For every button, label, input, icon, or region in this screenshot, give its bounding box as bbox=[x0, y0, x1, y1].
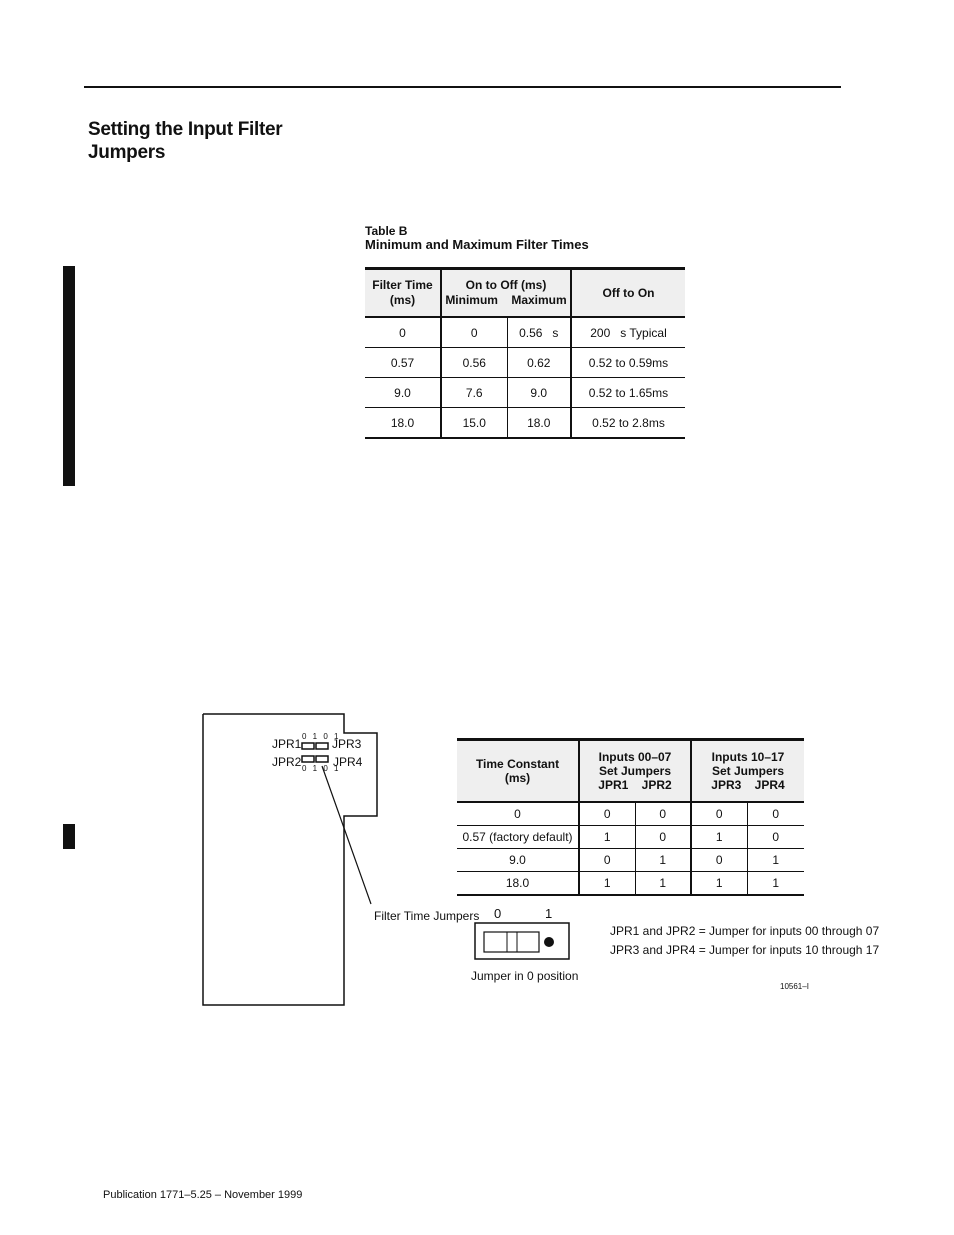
figure-id: 10561–I bbox=[780, 982, 809, 991]
table-header-row bbox=[365, 269, 685, 318]
table-cell: 0.52 to 0.59ms bbox=[571, 348, 685, 378]
table-cell: 0 bbox=[635, 802, 691, 826]
table-cell: 1 bbox=[691, 872, 747, 896]
top-rule bbox=[84, 86, 841, 88]
table-row bbox=[365, 317, 685, 348]
header-set-b: Set Jumpers bbox=[711, 764, 785, 778]
callout-line bbox=[322, 766, 371, 904]
table-cell: 1 bbox=[747, 872, 804, 896]
header-maximum: Maximum bbox=[511, 293, 567, 307]
header-set-a: Set Jumpers bbox=[598, 764, 672, 778]
note-jpr3-jpr4: JPR3 and JPR4 = Jumper for inputs 10 through 17 bbox=[610, 943, 880, 957]
table-cell: 0.56 s bbox=[507, 317, 571, 348]
position-1-label: 1 bbox=[545, 906, 553, 921]
header-time-constant bbox=[457, 740, 579, 803]
header-jpr12 bbox=[580, 778, 690, 792]
position-0-label: 0 bbox=[494, 906, 502, 921]
table-cell: 0.57 (factory default) bbox=[457, 826, 579, 849]
note-jpr1-jpr2: JPR1 and JPR2 = Jumper for inputs 00 through 07 bbox=[610, 924, 880, 938]
table-cell: 9.0 bbox=[365, 378, 441, 408]
table-row bbox=[365, 378, 685, 408]
header-jpr1: JPR1 bbox=[598, 778, 629, 792]
table-cell: 0 bbox=[441, 317, 507, 348]
table-row bbox=[457, 826, 804, 849]
header-filter-time-text: Filter Time bbox=[372, 278, 433, 292]
jpr4-label: JPR4 bbox=[333, 755, 363, 769]
table-cell: 0 bbox=[747, 826, 804, 849]
table-cell: 18.0 bbox=[457, 872, 579, 896]
header-jpr4: JPR4 bbox=[754, 778, 785, 792]
jpr1-block bbox=[302, 743, 314, 749]
table-cell: 18.0 bbox=[365, 408, 441, 439]
jumper-position-caption: Jumper in 0 position bbox=[471, 969, 579, 983]
table-b-label: Table B bbox=[365, 224, 408, 238]
table-row bbox=[457, 872, 804, 896]
table-cell: 0.52 to 1.65ms bbox=[571, 378, 685, 408]
table-cell: 0.62 bbox=[507, 348, 571, 378]
table-cell: 0 bbox=[691, 802, 747, 826]
header-jpr2: JPR2 bbox=[641, 778, 672, 792]
module-board-diagram bbox=[196, 708, 386, 1013]
header-on-to-off-text: On to Off (ms) bbox=[465, 278, 547, 292]
header-inputs-10-17 bbox=[691, 740, 804, 803]
header-off-to-on: Off to On bbox=[571, 269, 685, 318]
table-cell: 0 bbox=[579, 802, 635, 826]
table-cell: 0.52 to 2.8ms bbox=[571, 408, 685, 439]
jpr2-block bbox=[302, 756, 314, 762]
table-cell: 18.0 bbox=[507, 408, 571, 439]
pin-numbers-top: 0 1 0 1 bbox=[302, 732, 341, 741]
filter-time-jumpers-label: Filter Time Jumpers bbox=[374, 909, 480, 923]
jpr2-label: JPR2 bbox=[272, 755, 302, 769]
header-inputs-b: Inputs 10–17 bbox=[711, 750, 785, 764]
table-cell: 0 bbox=[457, 802, 579, 826]
jumper-settings-table bbox=[457, 738, 804, 896]
table-cell: 9.0 bbox=[507, 378, 571, 408]
table-cell: 0 bbox=[635, 826, 691, 849]
table-row bbox=[457, 849, 804, 872]
header-inputs-a: Inputs 00–07 bbox=[598, 750, 672, 764]
header-on-to-off bbox=[441, 269, 571, 318]
table-cell: 9.0 bbox=[457, 849, 579, 872]
header-minimum: Minimum bbox=[445, 293, 498, 307]
table-cell: 1 bbox=[747, 849, 804, 872]
table-cell: 15.0 bbox=[441, 408, 507, 439]
table-cell: 0 bbox=[691, 849, 747, 872]
table-cell: 0.57 bbox=[365, 348, 441, 378]
jumper-illustration bbox=[474, 922, 572, 962]
header-filter-time bbox=[365, 269, 441, 318]
table-cell: 200 s Typical bbox=[571, 317, 685, 348]
header-filter-time-unit: (ms) bbox=[389, 293, 416, 307]
table-header-row bbox=[457, 740, 804, 803]
header-min-max bbox=[442, 293, 570, 308]
table-cell: 1 bbox=[579, 872, 635, 896]
table-cell: 1 bbox=[691, 826, 747, 849]
header-time-constant-unit: (ms) bbox=[504, 771, 531, 785]
pin-numbers-bottom: 0 1 0 1 bbox=[302, 764, 341, 773]
header-time-constant-text: Time Constant bbox=[475, 757, 560, 771]
exposed-pin-icon bbox=[544, 937, 554, 947]
table-cell: 0 bbox=[579, 849, 635, 872]
jpr1-label: JPR1 bbox=[272, 737, 302, 751]
table-row bbox=[457, 802, 804, 826]
section-title: Setting the Input Filter Jumpers bbox=[88, 119, 283, 163]
table-cell: 7.6 bbox=[441, 378, 507, 408]
table-cell: 0 bbox=[365, 317, 441, 348]
table-cell: 0 bbox=[747, 802, 804, 826]
change-bar-lower bbox=[63, 824, 75, 849]
filter-times-table bbox=[365, 267, 685, 439]
jpr4-block bbox=[316, 756, 328, 762]
jumper-header-outline bbox=[475, 923, 569, 959]
header-jpr3: JPR3 bbox=[711, 778, 742, 792]
change-bar-upper bbox=[63, 266, 75, 486]
table-cell: 1 bbox=[635, 872, 691, 896]
table-cell: 1 bbox=[635, 849, 691, 872]
table-cell: 1 bbox=[579, 826, 635, 849]
jumper-shunt bbox=[484, 932, 539, 952]
table-row bbox=[365, 408, 685, 439]
publication-footer: Publication 1771–5.25 – November 1999 bbox=[103, 1189, 303, 1201]
jpr3-label: JPR3 bbox=[332, 737, 362, 751]
table-row bbox=[365, 348, 685, 378]
table-cell: 0.56 bbox=[441, 348, 507, 378]
header-jpr34 bbox=[692, 778, 804, 792]
header-inputs-00-07 bbox=[579, 740, 691, 803]
jpr3-block bbox=[316, 743, 328, 749]
table-b-caption: Minimum and Maximum Filter Times bbox=[365, 237, 589, 252]
